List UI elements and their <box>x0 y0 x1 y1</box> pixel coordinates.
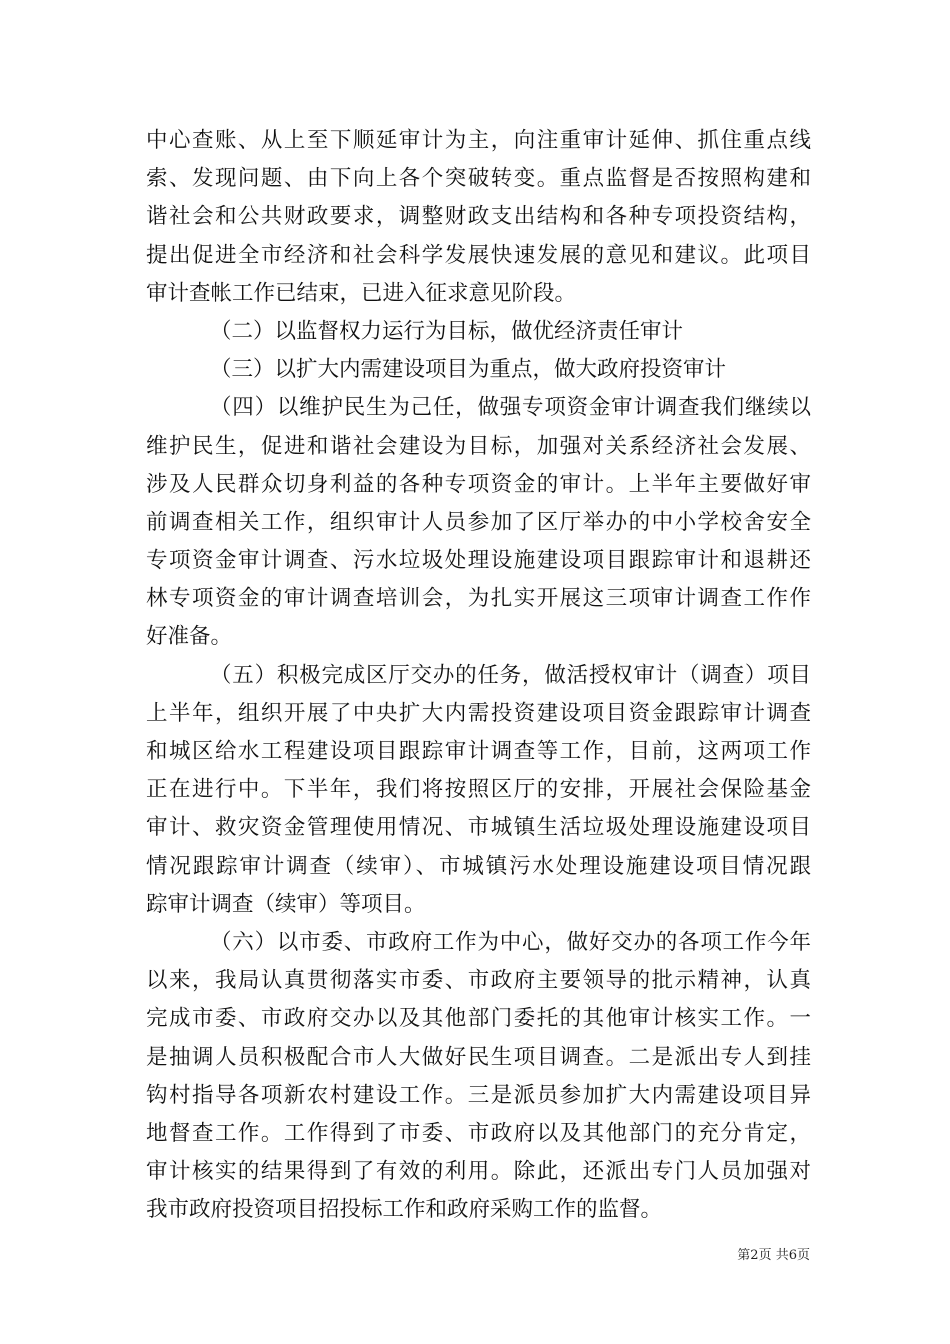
text-line: 踪审计调查（续审）等项目。 <box>146 891 426 917</box>
section-heading: （二）以监督权力运行为目标，做优经济责任审计 <box>210 318 684 344</box>
text-line: 审计、救灾资金管理使用情况、市城镇生活垃圾处理设施建设项目 <box>146 815 811 841</box>
text-line: 以来，我局认真贯彻落实市委、市政府主要领导的批示精神，认真 <box>146 968 811 994</box>
text-line: 中心查账、从上至下顺延审计为主，向注重审计延伸、抓住重点线 <box>146 128 811 153</box>
page-label-prefix: 第 <box>737 1248 751 1263</box>
text-line: 和城区给水工程建设项目跟踪审计调查等工作，目前，这两项工作 <box>146 739 811 764</box>
section-heading: （三）以扩大内需建设项目为重点，做大政府投资审计 <box>210 357 727 383</box>
text-line: 前调查相关工作，组织审计人员参加了区厅举办的中小学校舍安全 <box>146 509 811 535</box>
text-line: 审计查帐工作已结束，已进入征求意见阶段。 <box>146 280 577 306</box>
text-line: 维护民生，促进和谐社会建设为目标，加强对关系经济社会发展、 <box>146 433 811 459</box>
total-pages: 6 <box>788 1248 797 1263</box>
text-line: 林专项资金的审计调查培训会，为扎实开展这三项审计调查工作作 <box>146 586 811 612</box>
page-label-middle: 页 共 <box>758 1248 789 1263</box>
text-line: 上半年，组织开展了中央扩大内需投资建设项目资金跟踪审计调查 <box>146 700 811 726</box>
text-line: 情况跟踪审计调查（续审）、市城镇污水处理设施建设项目情况跟 <box>146 853 811 879</box>
section-heading: （六）以市委、市政府工作为中心，做好交办的各项工作今年 <box>210 929 811 955</box>
document-body <box>146 122 811 1229</box>
text-line: 好准备。 <box>146 624 233 650</box>
text-line: 钩村指导各项新农村建设工作。三是派员参加扩大内需建设项目异 <box>146 1082 811 1108</box>
section-heading: （四）以维护民生为己任，做强专项资金审计调查我们继续以 <box>210 395 811 421</box>
page-number <box>700 1248 810 1264</box>
text-line: 是抽调人员积极配合市人大做好民生项目调查。二是派出专人到挂 <box>146 1044 811 1070</box>
text-line: 完成市委、市政府交办以及其他部门委托的其他审计核实工作。一 <box>146 1006 811 1032</box>
current-page: 2 <box>750 1248 759 1263</box>
text-line: 地督查工作。工作得到了市委、市政府以及其他部门的充分肯定， <box>146 1120 811 1146</box>
text-line: 我市政府投资项目招投标工作和政府采购工作的监督。 <box>146 1197 663 1223</box>
section-heading: （五）积极完成区厅交办的任务，做活授权审计（调查）项目 <box>210 662 811 688</box>
text-line: 专项资金审计调查、污水垃圾处理设施建设项目跟踪审计和退耕还 <box>146 548 811 574</box>
page-label-suffix: 页 <box>796 1248 810 1263</box>
text-line: 提出促进全市经济和社会科学发展快速发展的意见和建议。此项目 <box>146 242 811 268</box>
text-line: 涉及人民群众切身利益的各种专项资金的审计。上半年主要做好审 <box>146 471 811 497</box>
text-line: 索、发现问题、由下向上各个突破转变。重点监督是否按照构建和 <box>146 166 811 192</box>
text-line: 正在进行中。下半年，我们将按照区厅的安排，开展社会保险基金 <box>146 777 811 803</box>
text-line: 谐社会和公共财政要求，调整财政支出结构和各种专项投资结构， <box>146 204 811 230</box>
text-line: 审计核实的结果得到了有效的利用。除此，还派出专门人员加强对 <box>146 1159 811 1185</box>
